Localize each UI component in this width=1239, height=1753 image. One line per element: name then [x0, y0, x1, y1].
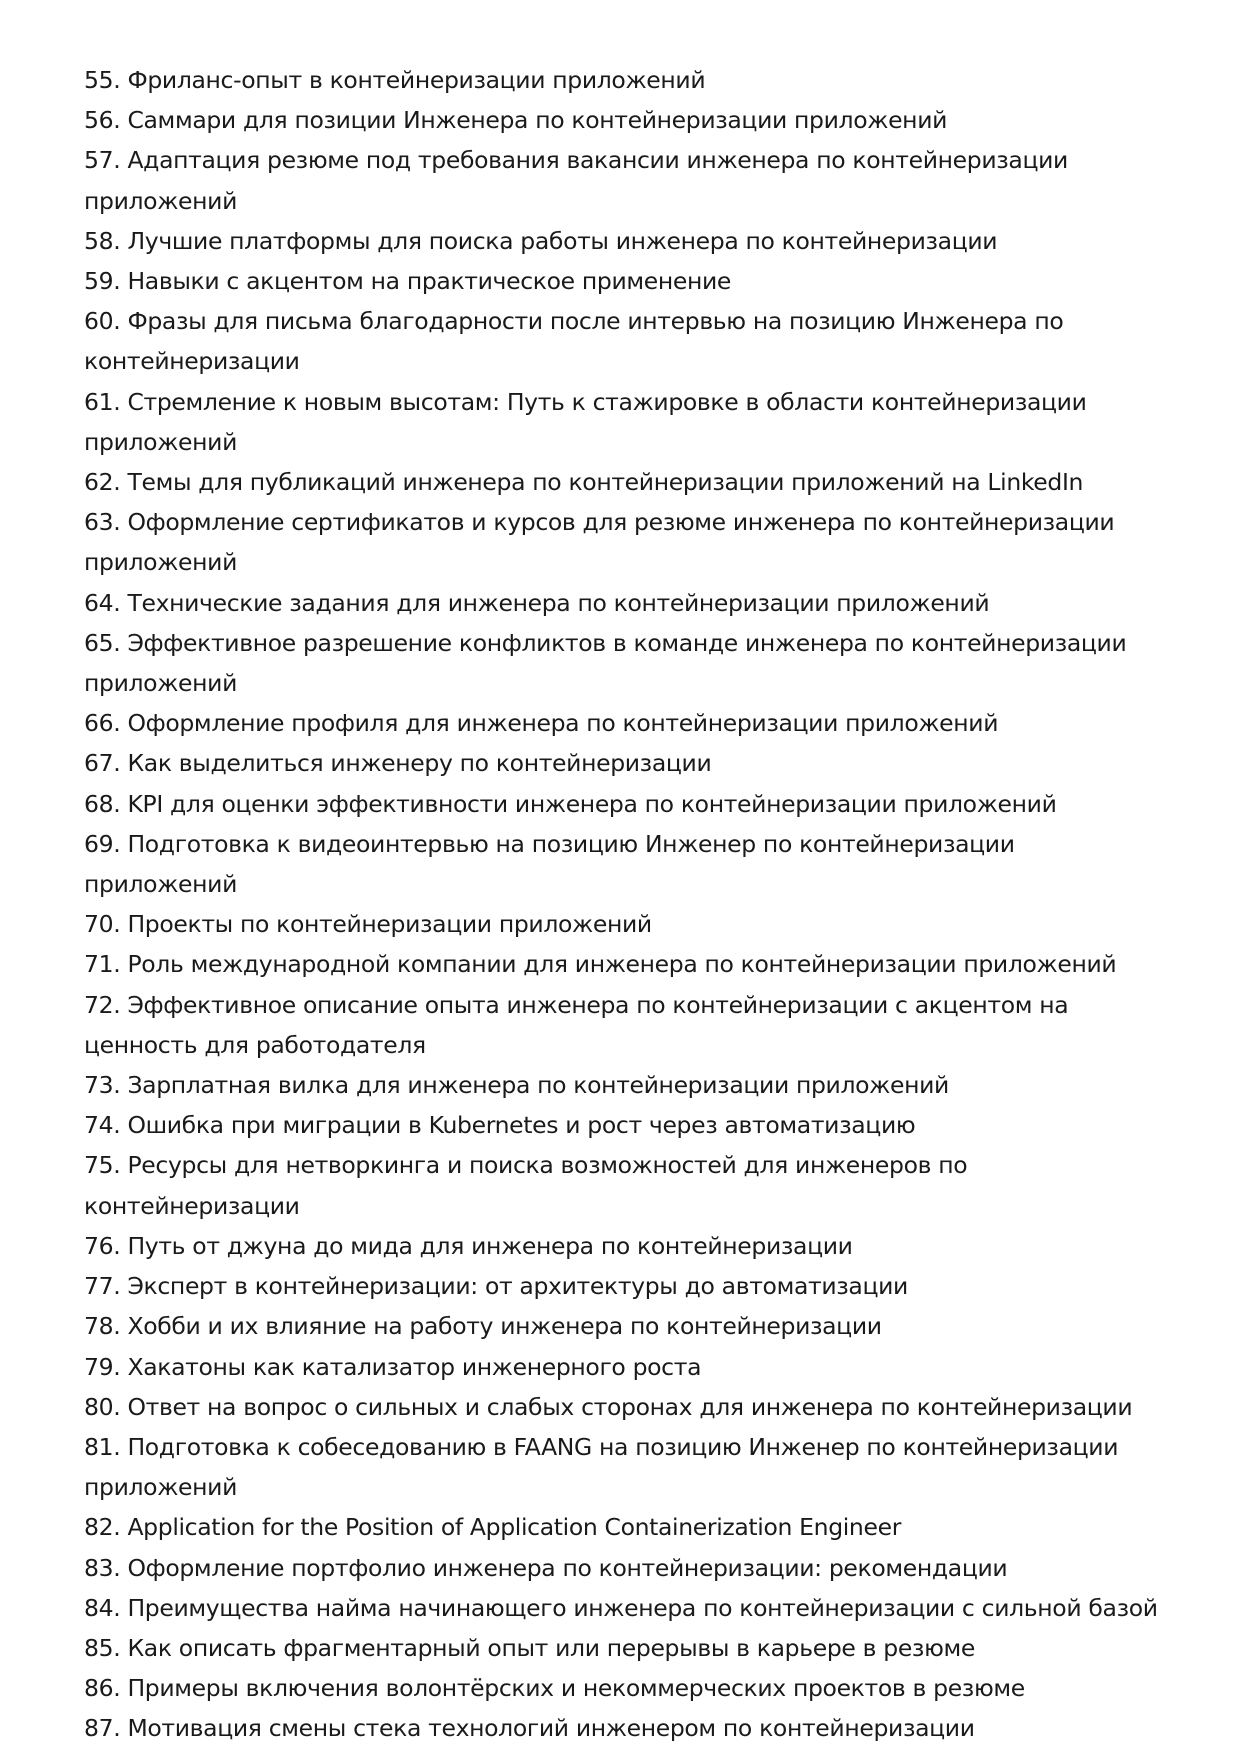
toc-item [84, 1588, 1164, 1628]
toc-item [84, 1387, 1164, 1427]
toc-item-text: Подготовка к видеоинтервью на позицию Инженер по контейнеризации приложений [84, 829, 1015, 899]
toc-item-text: Путь от джуна до мида для инженера по контейнеризации [127, 1231, 853, 1260]
toc-item-text: Оформление профиля для инженера по контейнеризации приложений [127, 709, 999, 738]
toc-item-text: Ресурсы для нетворкинга и поиска возможностей для инженеров по контейнеризации [84, 1151, 968, 1220]
toc-item [84, 301, 1164, 381]
toc-item-number: 55. [84, 66, 121, 94]
toc-item-text: Технические задания для инженера по контейнеризации приложений [127, 588, 990, 617]
toc-item [84, 502, 1164, 582]
toc-item-text: Подготовка к собеседованию в FAANG на позицию Инженер по контейнеризации приложений [84, 1432, 1119, 1502]
table-of-contents [84, 60, 1164, 1749]
toc-item-text: Ошибка при миграции в Kubernetes и рост через автоматизацию [127, 1111, 916, 1140]
toc-item-number: 80. [84, 1392, 121, 1421]
toc-item [84, 743, 1164, 783]
toc-item-number: 82. [84, 1513, 121, 1542]
toc-item [84, 382, 1164, 462]
toc-item-number: 68. [84, 789, 121, 818]
toc-item-text: Хакатоны как катализатор инженерного роста [127, 1352, 702, 1381]
toc-item-number: 63. [84, 508, 121, 537]
toc-item-number: 64. [84, 588, 121, 617]
toc-item-text: Эксперт в контейнеризации: от архитектуры до автоматизации [127, 1272, 908, 1301]
toc-item-text: Как описать фрагментарный опыт или перерывы в карьере в резюме [127, 1633, 976, 1662]
toc-item [84, 1548, 1164, 1588]
toc-item-number: 59. [84, 267, 121, 296]
toc-item-text: Стремление к новым высотам: Путь к стажировке в области контейнеризации приложений [84, 387, 1087, 456]
toc-item [84, 1668, 1164, 1708]
toc-item-text: Фриланс-опыт в контейнеризации приложений [127, 66, 706, 94]
toc-item [84, 100, 1164, 140]
toc-item [84, 703, 1164, 743]
toc-item-text: Роль международной компании для инженера по контейнеризации приложений [127, 950, 1117, 979]
toc-item-number: 57. [84, 146, 121, 175]
toc-item-text: Мотивация смены стека технологий инженером по контейнеризации [127, 1714, 975, 1743]
toc-item-text: Эффективное разрешение конфликтов в команде инженера по контейнеризации приложений [84, 628, 1127, 698]
toc-item [84, 784, 1164, 824]
toc-item-text: Примеры включения волонтёрских и некоммерческих проектов в резюме [127, 1674, 1025, 1703]
toc-item-text: KPI для оценки эффективности инженера по контейнеризации приложений [127, 789, 1057, 818]
document-page [84, 60, 1164, 1749]
toc-item-number: 71. [84, 950, 121, 979]
toc-item [84, 904, 1164, 944]
toc-item [84, 221, 1164, 261]
toc-item-number: 76. [84, 1231, 121, 1260]
toc-item [84, 1266, 1164, 1306]
toc-item [84, 1145, 1164, 1225]
toc-item-text: Лучшие платформы для поиска работы инженера по контейнеризации [127, 226, 998, 255]
toc-item-number: 56. [84, 106, 121, 135]
toc-item-number: 85. [84, 1633, 121, 1662]
toc-item-number: 67. [84, 749, 121, 778]
toc-item-number: 81. [84, 1432, 121, 1461]
toc-item-number: 75. [84, 1151, 121, 1180]
toc-item-text: Как выделиться инженеру по контейнеризации [127, 749, 712, 778]
toc-item-number: 78. [84, 1312, 121, 1341]
toc-item-text: Темы для публикаций инженера по контейнеризации приложений на LinkedIn [127, 468, 1084, 497]
toc-item-text: Адаптация резюме под требования вакансии инженера по контейнеризации приложений [84, 146, 1068, 215]
toc-item [84, 1105, 1164, 1145]
toc-item-text: Саммари для позиции Инженера по контейнеризации приложений [127, 106, 948, 135]
toc-item-text: Фразы для письма благодарности после интервью на позицию Инженера по контейнеризации [84, 307, 1064, 376]
toc-item-number: 84. [84, 1593, 121, 1622]
toc-item [84, 1427, 1164, 1507]
toc-item [84, 985, 1164, 1065]
toc-item-number: 62. [84, 468, 121, 497]
toc-item-number: 79. [84, 1352, 121, 1381]
toc-item-number: 86. [84, 1674, 121, 1703]
toc-item-number: 60. [84, 307, 121, 336]
toc-item-number: 69. [84, 829, 121, 858]
toc-item-number: 70. [84, 910, 121, 939]
toc-item [84, 1708, 1164, 1748]
toc-item [84, 1507, 1164, 1547]
toc-item-text: Оформление портфолио инженера по контейнеризации: рекомендации [127, 1553, 1008, 1582]
toc-item [84, 462, 1164, 502]
toc-item [84, 1226, 1164, 1266]
toc-item [84, 824, 1164, 904]
toc-item-number: 72. [84, 990, 121, 1019]
toc-item-text: Оформление сертификатов и курсов для резюме инженера по контейнеризации приложений [84, 508, 1115, 577]
toc-item [84, 1065, 1164, 1105]
toc-item-text: Зарплатная вилка для инженера по контейнеризации приложений [127, 1071, 949, 1100]
toc-item-number: 77. [84, 1272, 121, 1301]
toc-item-number: 65. [84, 628, 121, 657]
toc-item-text: Хобби и их влияние на работу инженера по контейнеризации [127, 1312, 882, 1341]
toc-item-number: 58. [84, 226, 121, 255]
toc-item-number: 66. [84, 709, 121, 738]
toc-item [84, 1306, 1164, 1346]
toc-item-number: 74. [84, 1111, 121, 1140]
toc-item [84, 944, 1164, 984]
toc-item-text: Application for the Position of Application Containerization Engineer [127, 1513, 902, 1542]
toc-item [84, 1347, 1164, 1387]
toc-item [84, 140, 1164, 220]
toc-item-text: Преимущества найма начинающего инженера по контейнеризации с сильной базой [127, 1593, 1158, 1622]
toc-item [84, 60, 1164, 100]
toc-item [84, 623, 1164, 703]
toc-item-number: 73. [84, 1071, 121, 1100]
toc-item-text: Проекты по контейнеризации приложений [127, 910, 652, 939]
toc-item-text: Эффективное описание опыта инженера по контейнеризации с акцентом на ценность для работодателя [84, 990, 1069, 1059]
toc-item [84, 583, 1164, 623]
toc-item-text: Ответ на вопрос о сильных и слабых сторонах для инженера по контейнеризации [127, 1392, 1133, 1421]
toc-item-number: 61. [84, 387, 121, 416]
toc-item-text: Навыки с акцентом на практическое применение [127, 267, 732, 296]
toc-item [84, 261, 1164, 301]
toc-item [84, 1628, 1164, 1668]
toc-item-number: 83. [84, 1553, 121, 1582]
toc-item-number: 87. [84, 1714, 121, 1743]
